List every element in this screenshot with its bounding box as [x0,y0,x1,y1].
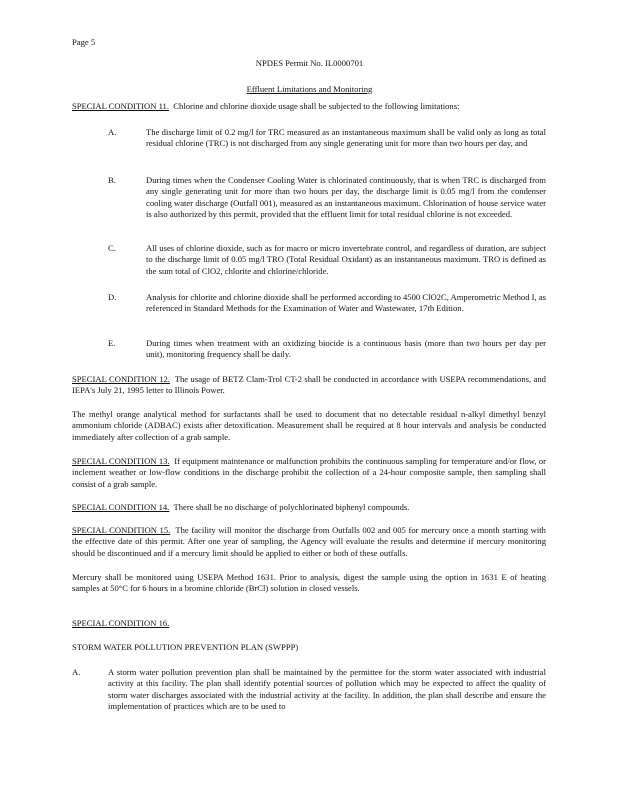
sc11-item-d-label: D. [108,292,117,302]
sc11-item-a-text: The discharge limit of 0.2 mg/l for TRC measured as an instantaneous maximum shall be valid only as long as total residual chlorine (TRC) is not discharged from any single generating unit for more than two hours per day, and [146,127,546,149]
methyl-orange-paragraph: The methyl orange analytical method for surfactants shall be used to document that no detectable residual n-alkyl dimethyl benzyl ammonium chloride (ADBAC) exists after detoxification. Measurement shall be required at 8 hour intervals and analysis be conducted immediately after collection of a grab sample. [72,409,546,442]
special-condition-15 [72,525,546,559]
sc12-heading: SPECIAL CONDITION 12. [72,374,170,384]
sc11-item-a [108,127,546,150]
swppp-title: STORM WATER POLLUTION PREVENTION PLAN (SWPPP) [72,642,299,652]
special-condition-14 [72,502,546,513]
sc11-item-b-label: B. [108,175,116,185]
sc15-text: The facility will monitor the discharge from Outfalls 002 and 005 for mercury once a month starting with the effective date of this permit. After one year of sampling, the Agency will evaluate the results and determine if mercury monitoring should be discontinued and if a mercury limit should be applied to either or both of these outfalls. [72,525,546,558]
sc11-item-a-label: A. [108,127,117,137]
section-title: Effluent Limitations and Monitoring [246,84,373,94]
mercury-paragraph: Mercury shall be monitored using USEPA Method 1631. Prior to analysis, digest the sample using the option in 1631 E of heating samples at 50°C for 6 hours in a bromine chloride (BrCl) solution in closed vessels. [72,572,546,594]
sc11-item-e [108,338,546,361]
special-condition-13 [72,456,546,490]
sc11-item-e-label: E. [108,338,116,348]
sc11-item-b-text: During times when the Condenser Cooling Water is chlorinated continuously, that is when TRC is discharged from any single generating unit for more than two hours per day, the discharge limit is 0.05 mg/l from the condenser cooling water discharge (Outfall 001), measured as an instantaneous maximum. Chlorination of house service water is also authorized by this permit, provided that the effluent limit for total residual chlorine is not exceeded. [146,175,546,220]
sc11-item-c [108,243,546,277]
sc15-heading: SPECIAL CONDITION 15. [72,525,171,535]
sc14-heading: SPECIAL CONDITION 14. [72,502,170,512]
sc11-text: Chlorine and chlorine dioxide usage shall be subjected to the following limitations: [173,101,460,111]
swppp-item-a-label: A. [72,667,81,677]
sc11-heading: SPECIAL CONDITION 11. [72,101,169,111]
special-condition-12 [72,374,546,397]
sc14-text: There shall be no discharge of polychlorinated biphenyl compounds. [173,502,410,512]
page-number: Page 5 [72,37,96,47]
sc11-item-b [108,175,546,221]
permit-number: NPDES Permit No. IL0000701 [255,58,364,68]
sc16-heading: SPECIAL CONDITION 16. [72,618,170,628]
sc12-text: The usage of BETZ Clam-Trol CT-2 shall be conducted in accordance with USEPA recommendations, and IEPA's July 21, 1995 letter to Illinois Power. [72,374,546,396]
swppp-item-a-text: A storm water pollution prevention plan shall be maintained by the permittee for the storm water associated with industrial activity at this facility. The plan shall identify potential sources of pollution which may be expected to affect the quality of storm water discharges associated with the industrial activity at the facility. In addition, the plan shall describe and ensure the implementation of practices which are to be used to [108,667,546,712]
swppp-item-a [72,667,546,713]
special-condition-11 [72,101,546,112]
sc13-text: If equipment maintenance or malfunction prohibits the continuous sampling for temperature and/or flow, or inclement weather or low-flow conditions in the discharge prohibit the collection of a 24-hour composite sample, then sampling shall consist of a grab sample. [72,456,547,489]
sc11-item-d-text: Analysis for chlorite and chlorine dioxide shall be performed according to 4500 ClO2C, Amperometric Method I, as referenced in Standard Methods for the Examination of Water and Wastewater, 17th Edition. [146,292,546,314]
sc11-item-c-text: All uses of chlorine dioxide, such as for macro or micro invertebrate control, and regardless of duration, are subject to the discharge limit of 0.05 mg/l TRO (Total Residual Oxidant) as an instantaneous maximum. TRO is defined as the sum total of ClO2, chlorite and chlorine/chloride. [146,243,546,276]
special-condition-16 [72,618,546,629]
sc11-item-e-text: During times when treatment with an oxidizing biocide is a continuous basis (more than two hours per day per unit), monitoring frequency shall be daily. [146,338,546,360]
sc13-heading: SPECIAL CONDITION 13. [72,456,170,466]
sc11-item-d [108,292,546,315]
sc11-item-c-label: C. [108,243,116,253]
